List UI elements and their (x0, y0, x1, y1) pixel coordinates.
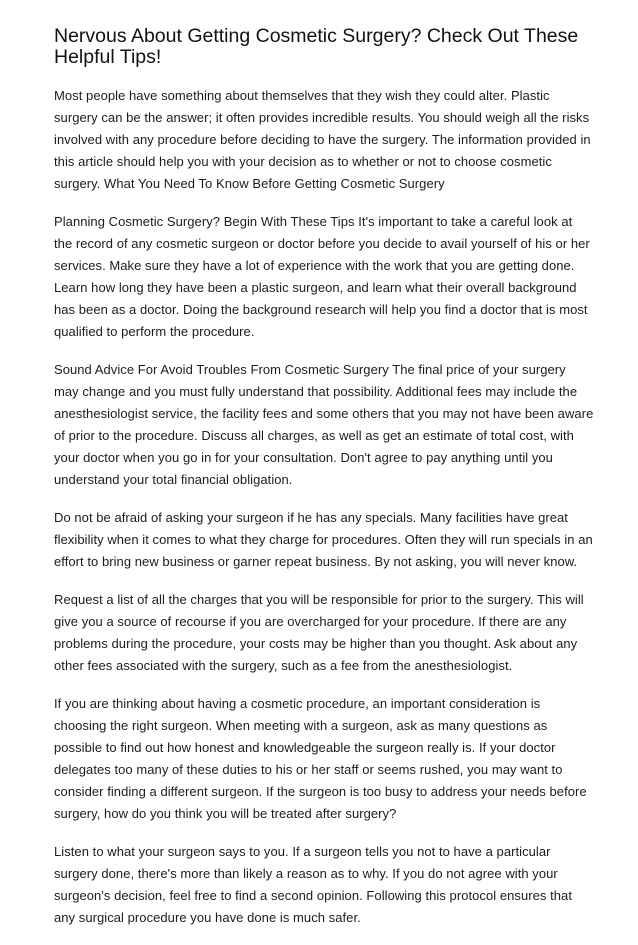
document-title: Nervous About Getting Cosmetic Surgery? Check Out These Helpful Tips! (54, 25, 579, 68)
paragraph-listen-surgeon: Listen to what your surgeon says to you. If a surgeon tells you not to have a particular surgery done, there's more than likely a reason as to why. If you do not agree with your surgeon's decision, feel free to find a second opinion. Following this protocol ensures that any surgical procedure you have done is much safer. (54, 844, 572, 925)
document-page (54, 26, 594, 945)
paragraph-intro: Most people have something about themselves that they wish they could alter. Plastic surgery can be the answer; it often provides incredible results. You should weigh all the risks involved with any procedure before deciding to have the surgery. The information provided in this article should help you with your decision as to whether or not to choose cosmetic surgery. What You Need To Know Before Getting Cosmetic Surgery (54, 88, 591, 191)
paragraph-sound-advice: Sound Advice For Avoid Troubles From Cosmetic Surgery The final price of your surgery may change and you must fully understand that possibility. Additional fees may include the anesthesiologist service, the facility fees and some others that you may not have been aware of prior to the procedure. Discuss all charges, as well as get an estimate of total cost, with your doctor when you go in for your consultation. Don't agree to pay anything until you understand your total financial obligation. (54, 362, 594, 487)
paragraph-choosing-surgeon: If you are thinking about having a cosmetic procedure, an important consideration is choosing the right surgeon. When meeting with a surgeon, ask as many questions as possible to find out how honest and knowledgeable the surgeon really is. If your doctor delegates too many of these duties to his or her staff or seems rushed, you may want to consider finding a different surgeon. If the surgeon is too busy to address your needs before surgery, how do you think you will be treated after surgery? (54, 696, 587, 821)
paragraph-specials: Do not be afraid of asking your surgeon if he has any specials. Many facilities have great flexibility when it comes to what they charge for procedures. Often they will run specials in an effort to bring new business or garner repeat business. By not asking, you will never know. (54, 510, 593, 569)
paragraph-planning: Planning Cosmetic Surgery? Begin With These Tips It's important to take a careful look at the record of any cosmetic surgeon or doctor before you decide to avail yourself of his or her services. Make sure they have a lot of experience with the work that you are getting done. Learn how long they have been a plastic surgeon, and learn what their overall background has been as a doctor. Doing the background research will help you find a doctor that is most qualified to perform the procedure. (54, 214, 590, 339)
paragraph-charges-list: Request a list of all the charges that you will be responsible for prior to the surgery. This will give you a source of recourse if you are overcharged for your procedure. If there are any problems during the procedure, your costs may be higher than you thought. Ask about any other fees associated with the surgery, such as a fee from the anesthesiologist. (54, 592, 584, 673)
